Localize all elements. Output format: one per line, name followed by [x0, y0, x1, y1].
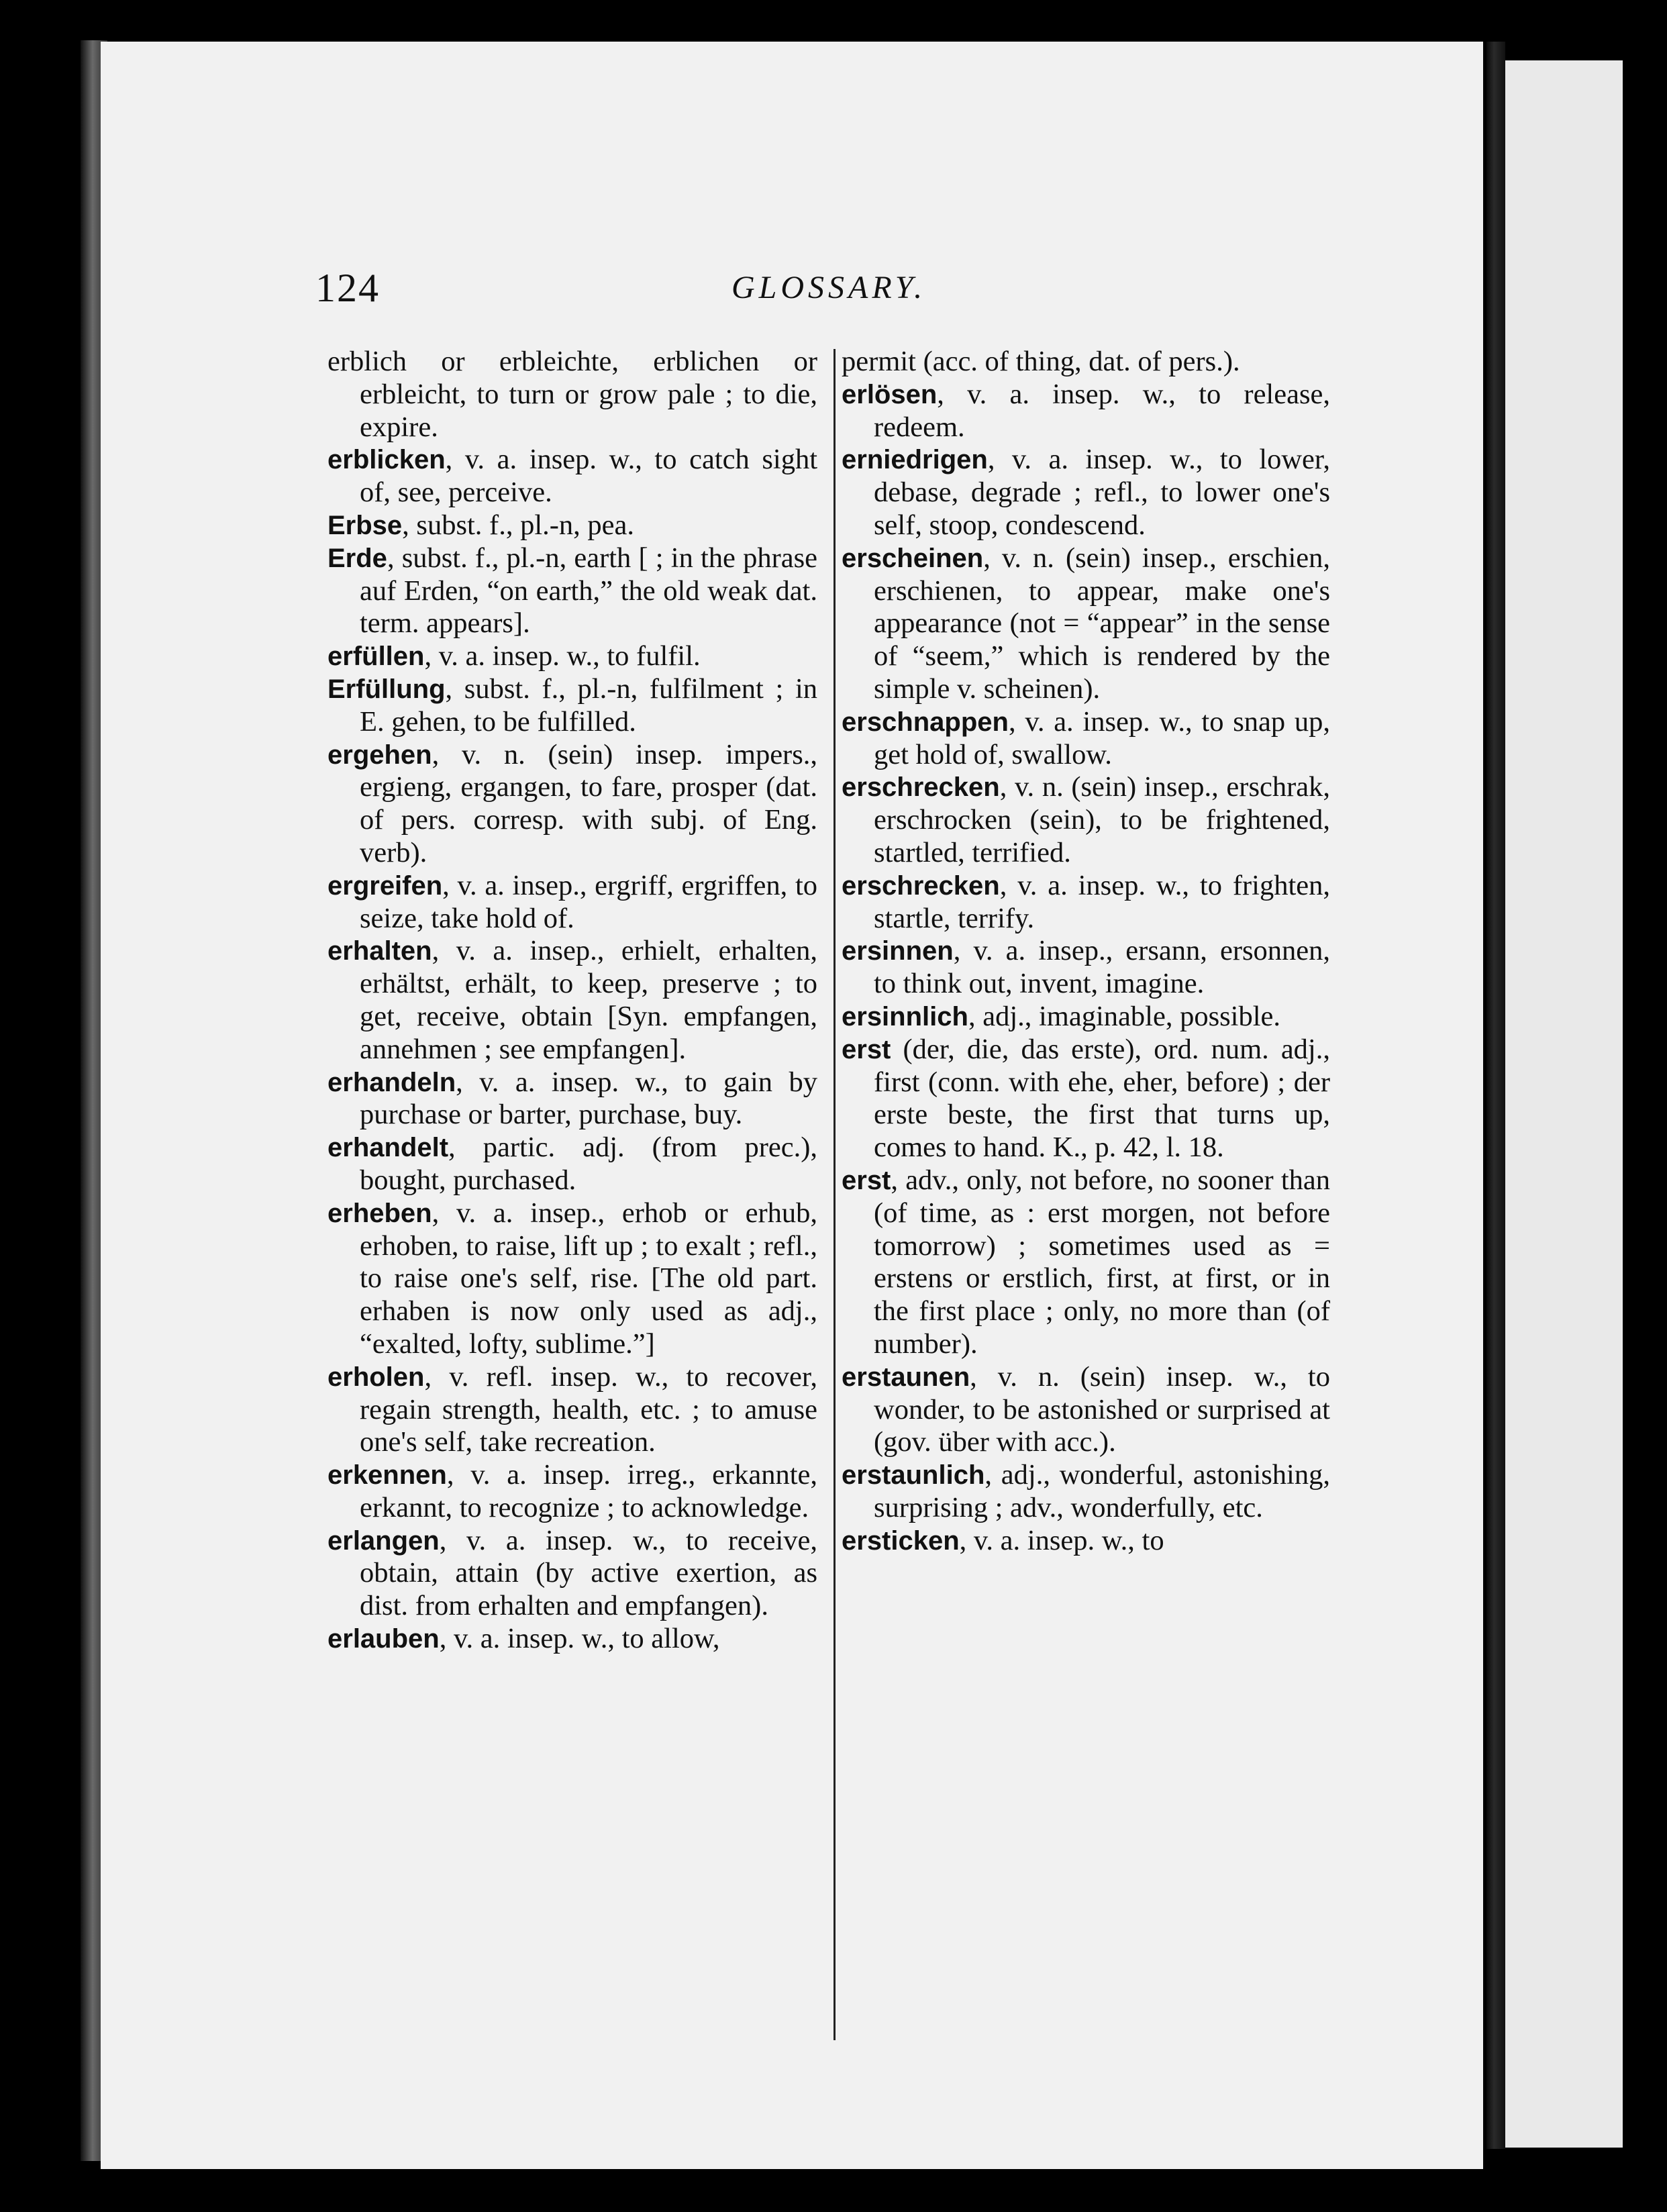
entry-headword: Erbse [327, 510, 403, 540]
right-column [842, 346, 1330, 1557]
entry-definition: , v. n. (sein) insep., erschien, erschienen, to appear, make one's appearance (not = “appear” in the sense of “seem,” which is rendered by the simple v. scheinen). [874, 542, 1330, 705]
facing-page-edge [1505, 60, 1623, 2148]
entry-definition: , subst. f., pl.-n, earth [ ; in the phrase auf Erden, “on earth,” the old weak dat. term. appears]. [360, 542, 817, 640]
glossary-entry [842, 444, 1330, 542]
entry-headword: erschnappen [842, 707, 1009, 737]
entry-headword: erst [842, 1034, 891, 1064]
entry-definition: , adv., only, not before, no sooner than (of time, as : erst morgen, not before tomorrow) ; sometimes used as = erstens or erstlich, first, at first, or in the first place ; only, no more than (of number). [874, 1164, 1330, 1360]
entry-headword: erschrecken [842, 772, 1000, 803]
entry-headword: erst [842, 1165, 891, 1195]
glossary-entry [842, 1001, 1330, 1034]
glossary-entry [327, 673, 817, 739]
entry-definition: , v. n. (sein) insep., erschrak, erschrocken (sein), to be frightened, startled, terrified. [874, 771, 1330, 868]
entry-headword: erhandelt [327, 1133, 449, 1163]
glossary-entry [842, 1361, 1330, 1459]
entry-definition: , v. a. insep. w., to gain by purchase or barter, purchase, buy. [360, 1066, 817, 1131]
entry-definition: , v. a. insep. w., to receive, obtain, attain (by active exertion, as dist. from erhalten and empfangen). [360, 1524, 817, 1622]
entry-headword: erheben [327, 1198, 432, 1228]
page-number: 124 [315, 266, 380, 310]
glossary-entry [327, 509, 817, 542]
glossary-entry [327, 739, 817, 870]
glossary-entry [842, 1459, 1330, 1525]
entry-headword: erhalten [327, 936, 432, 966]
glossary-entry [842, 771, 1330, 869]
entry-headword: Erfüllung [327, 674, 446, 704]
entry-headword: erniedrigen [842, 445, 988, 475]
entry-headword: ergreifen [327, 870, 443, 901]
glossary-entry [327, 1525, 817, 1623]
glossary-entry [327, 1361, 817, 1459]
column-divider [834, 349, 836, 2040]
entry-headword: ersinnlich [842, 1001, 968, 1032]
glossary-entry [842, 379, 1330, 444]
entry-definition: , v. a. insep. w., to catch sight of, see, perceive. [360, 444, 817, 509]
entry-definition: erblich or erbleichte, erblichen or erbleicht, to turn or grow pale ; to die, expire. [327, 346, 817, 443]
glossary-entry [327, 870, 817, 936]
glossary-entry [842, 706, 1330, 772]
entry-definition: permit (acc. of thing, dat. of pers.). [842, 346, 1240, 377]
entry-headword: erstaunen [842, 1362, 970, 1392]
glossary-entry [327, 1197, 817, 1361]
entry-definition: , partic. adj. (from prec.), bought, purchased. [360, 1132, 817, 1196]
entry-definition: , v. a. insep., ergriff, ergriffen, to seize, take hold of. [360, 869, 817, 934]
entry-headword: erkennen [327, 1460, 447, 1491]
entry-headword: erschrecken [842, 870, 1000, 901]
binding-gutter [1486, 42, 1505, 2149]
entry-definition: , v. a. insep. w., to release, redeem. [874, 378, 1330, 443]
entry-headword: erlangen [327, 1525, 440, 1556]
entry-headword: erscheinen [842, 543, 984, 573]
glossary-entry [327, 935, 817, 1066]
running-title: GLOSSARY. [731, 270, 927, 305]
entry-definition: , v. a. insep. w., to frighten, startle, terrify. [874, 869, 1330, 934]
entry-headword: erholen [327, 1362, 425, 1392]
entry-headword: erlösen [842, 379, 938, 409]
entry-headword: ersticken [842, 1525, 960, 1556]
entry-definition: , v. a. insep. w., to lower, debase, degrade ; refl., to lower one's self, stoop, condescend. [874, 444, 1330, 541]
entry-headword: erstaunlich [842, 1460, 985, 1491]
entry-definition: , v. a. insep., erhielt, erhalten, erhältst, erhält, to keep, preserve ; to get, receive, obtain [Syn. empfangen, annehmen ; see empfangen]. [360, 935, 817, 1065]
entry-definition: , adj., wonderful, astonishing, surprising ; adv., wonderfully, etc. [874, 1459, 1330, 1523]
entry-headword: erfüllen [327, 642, 425, 672]
left-column [327, 346, 817, 1656]
entry-headword: erlauben [327, 1624, 440, 1654]
entry-definition: , v. a. insep., ersann, ersonnen, to think out, invent, imagine. [874, 935, 1330, 1000]
entry-definition: , v. n. (sein) insep. impers., ergieng, ergangen, to fare, prosper (dat. of pers. corresp. with subj. of Eng. verb). [360, 738, 817, 868]
glossary-entry [327, 542, 817, 640]
glossary-entry [327, 1066, 817, 1132]
entry-headword: erblicken [327, 445, 446, 475]
glossary-entry [842, 346, 1330, 379]
glossary-entry [842, 935, 1330, 1001]
glossary-entry [327, 346, 817, 444]
entry-definition: , v. a. insep., erhob or erhub, erhoben, to raise, lift up ; to exalt ; refl., to raise one's self, rise. [The old part. erhaben is now only used as adj., “exalted, lofty, sublime.”] [360, 1197, 817, 1360]
entry-definition: , v. refl. insep. w., to recover, regain strength, health, etc. ; to amuse one's self, take recreation. [360, 1360, 817, 1458]
glossary-entry [327, 444, 817, 509]
glossary-entry [842, 870, 1330, 936]
entry-definition: , v. a. insep. w., to [959, 1524, 1164, 1556]
entry-headword: Erde [327, 543, 387, 573]
entry-definition: (der, die, das erste), ord. num. adj., first (conn. with ehe, eher, before) ; der erste beste, the first that turns up, comes to hand. K., p. 42, l. 18. [874, 1033, 1330, 1164]
entry-definition: , v. a. insep. w., to snap up, get hold of, swallow. [874, 705, 1330, 770]
glossary-entry [842, 542, 1330, 706]
entry-definition: , subst. f., pl.-n, fulfilment ; in E. gehen, to be fulfilled. [360, 672, 817, 738]
entry-headword: ergehen [327, 740, 432, 770]
entry-definition: , v. a. insep. irreg., erkannte, erkannt, to recognize ; to acknowledge. [360, 1459, 817, 1523]
glossary-entry [327, 1623, 817, 1656]
glossary-entry [327, 640, 817, 673]
entry-headword: ersinnen [842, 936, 954, 966]
glossary-entry [842, 1164, 1330, 1361]
glossary-entry [842, 1034, 1330, 1164]
glossary-entry [327, 1459, 817, 1525]
entry-definition: , v. a. insep. w., to fulfil. [424, 640, 701, 672]
entry-definition: , v. a. insep. w., to allow, [439, 1623, 720, 1655]
entry-definition: , v. n. (sein) insep. w., to wonder, to be astonished or surprised at (gov. über with acc.). [874, 1360, 1330, 1458]
entry-headword: erhandeln [327, 1067, 456, 1097]
entry-definition: , adj., imaginable, possible. [968, 1000, 1281, 1032]
entry-definition: , subst. f., pl.-n, pea. [402, 509, 635, 541]
glossary-entry [327, 1132, 817, 1197]
page-header [315, 265, 1362, 325]
glossary-entry [842, 1525, 1330, 1558]
